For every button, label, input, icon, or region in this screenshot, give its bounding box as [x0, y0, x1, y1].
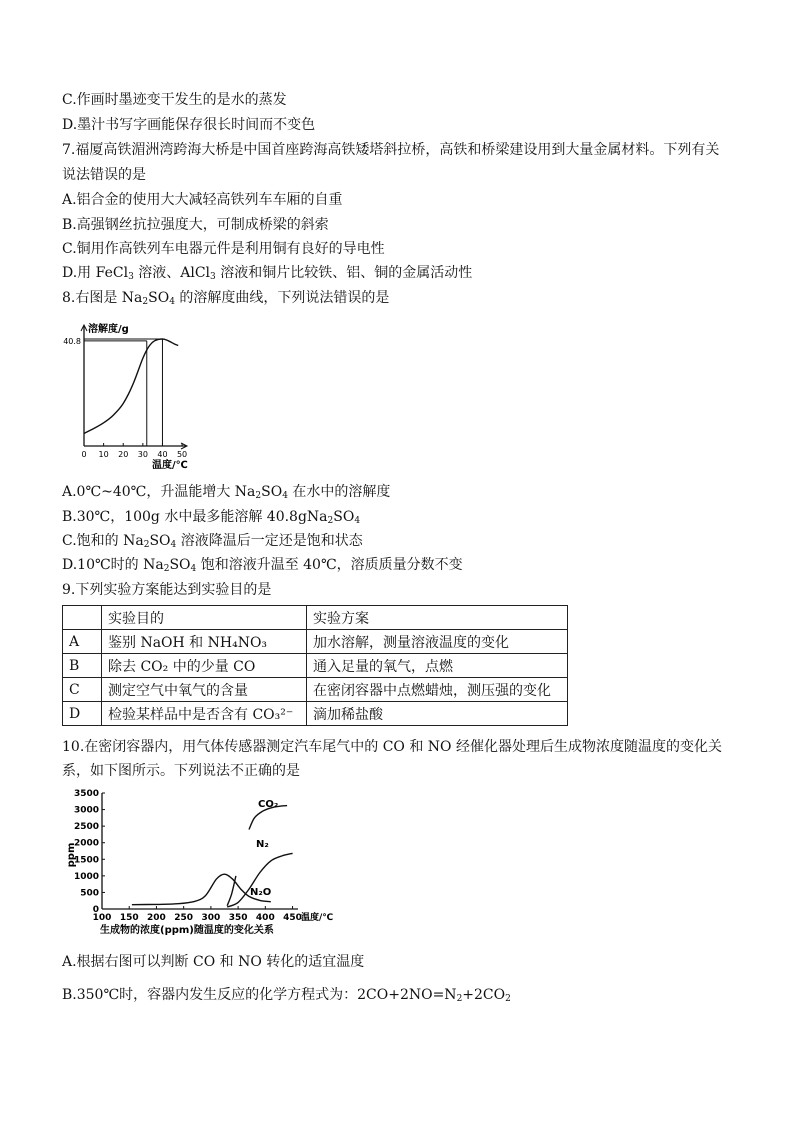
ppm-temperature-chart — [62, 785, 334, 945]
co2-label: CO₂ — [258, 799, 279, 810]
x-tick-label: 50 — [176, 450, 188, 459]
x-tick-label: 10 — [98, 450, 109, 459]
row-purpose: 检验某样品中是否含有 CO₃²⁻ — [102, 702, 307, 726]
header-purpose: 实验目的 — [102, 606, 307, 630]
q10-stem-line2: 系，如下图所示。下列说法不正确的是 — [62, 763, 300, 779]
q7-option-a: A.铝合金的使用大大减轻高铁列车车厢的自重 — [62, 192, 343, 208]
y-tick-label: 500 — [80, 888, 99, 899]
x-tick-label: 0 — [81, 450, 87, 459]
q7-option-d: D.用 FeCl$_3$ 溶液、AlCl$_3$ 溶液和铜片比较铁、铝、铜的金属活动性 — [62, 265, 473, 282]
q7-stem-line2: 说法错误的是 — [62, 167, 146, 183]
q8-option-d: D.10℃时的 $Na_2SO_4$ 饱和溶液升温至 40℃，溶质质量分数不变 — [62, 557, 463, 574]
q7-option-b: B.高强钢丝抗拉强度大，可制成桥梁的斜索 — [62, 217, 329, 233]
row-label: D — [63, 702, 102, 726]
row-label: B — [63, 654, 102, 678]
y-tick-label: 40.8 — [63, 336, 81, 346]
y-axis-label: 溶解度/g — [88, 324, 129, 335]
header-blank — [63, 606, 102, 630]
x-tick-label: 300 — [201, 913, 221, 923]
q10-stem-line1: 10.在密闭容器内，用气体传感器测定汽车尾气中的 CO 和 NO 经催化器处理后生成物浓度随温度的变化关 — [62, 739, 722, 755]
n2o-label: N₂O — [250, 887, 272, 898]
x-tick-label: 250 — [174, 913, 194, 923]
x-tick-label: 40 — [157, 450, 168, 459]
table-row — [63, 630, 568, 654]
table-header-row — [63, 606, 568, 630]
row-label: A — [63, 630, 102, 654]
x-tick-label: 100 — [92, 913, 112, 923]
row-plan: 通入足量的氧气，点燃 — [307, 654, 568, 678]
q9-stem: 9.下列实验方案能达到实验目的是 — [62, 582, 272, 598]
x-tick-label: 150 — [119, 913, 139, 923]
row-purpose: 测定空气中氧气的含量 — [102, 678, 307, 702]
x-tick-label: 200 — [147, 913, 166, 923]
table-row — [63, 654, 568, 678]
y-tick-label: 1500 — [73, 855, 99, 866]
row-plan: 在密闭容器中点燃蜡烛，测压强的变化 — [307, 678, 568, 702]
q8-option-c: C.饱和的 $Na_2SO_4$ 溶液降温后一定还是饱和状态 — [62, 533, 363, 550]
row-plan: 滴加稀盐酸 — [307, 702, 568, 726]
q7-stem-line1: 7.福厦高铁湄洲湾跨海大桥是中国首座跨海高铁矮塔斜拉桥，高铁和桥梁建设用到大量金属材料。下列有关 — [62, 142, 720, 158]
x-tick-label: 350 — [228, 913, 248, 923]
q7-option-c: C.铜用作高铁列车电器元件是利用铜有良好的导电性 — [62, 241, 385, 257]
q8-option-b: B.30℃，100g 水中最多能溶解 $40.8gNa_2SO_4$ — [62, 509, 361, 526]
q8-option-a: A.0℃~40℃，升温能增大 $Na_2SO_4$ 在水中的溶解度 — [62, 484, 391, 501]
y-tick-label: 1000 — [73, 871, 99, 882]
x-axis-label: 温度/℃ — [152, 460, 188, 471]
header-plan: 实验方案 — [307, 606, 568, 630]
row-purpose: 除去 CO₂ 中的少量 CO — [102, 654, 307, 678]
x-tick-label: 450 — [283, 913, 302, 923]
solubility-chart — [62, 316, 202, 474]
y-tick-label: 3500 — [73, 789, 99, 799]
table-row — [63, 702, 568, 726]
x-tick-label: 400 — [255, 913, 275, 923]
q10-option-b: B.350℃时，容器内发生反应的化学方程式为：$2CO+2NO=N_2+2CO_2$ — [62, 987, 511, 1004]
y-tick-label: 3000 — [73, 805, 99, 816]
y-tick-label: 2000 — [73, 838, 99, 849]
y-axis-label: ppm — [66, 842, 77, 868]
x-tick-label: 20 — [118, 450, 129, 459]
chart-title: 生成物的浓度(ppm)随温度的变化关系 — [100, 925, 274, 936]
solubility-curve — [84, 339, 178, 433]
q6-option-d: D.墨汁书写字画能保存很长时间而不变色 — [62, 117, 316, 133]
y-tick-label: 2500 — [73, 822, 99, 833]
x-tick-label: 30 — [137, 450, 148, 459]
row-purpose: 鉴别 NaOH 和 NH₄NO₃ — [102, 630, 307, 654]
n2-curve — [227, 853, 292, 907]
y-tick-label: 0 — [92, 905, 99, 915]
row-plan: 加水溶解，测量溶液温度的变化 — [307, 630, 568, 654]
q6-option-c: C.作画时墨迹变干发生的是水的蒸发 — [62, 92, 287, 108]
n2-label: N₂ — [256, 839, 269, 850]
q9-table — [62, 605, 568, 726]
row-label: C — [63, 678, 102, 702]
table-row — [63, 678, 568, 702]
x-axis-label: 温度/℃ — [301, 913, 334, 923]
q10-option-a: A.根据右图可以判断 CO 和 NO 转化的适宜温度 — [62, 954, 365, 970]
rising-branch-curve — [227, 876, 236, 906]
q8-stem: 8.右图是 $Na_2SO_4$ 的溶解度曲线，下列说法错误的是 — [62, 290, 390, 307]
